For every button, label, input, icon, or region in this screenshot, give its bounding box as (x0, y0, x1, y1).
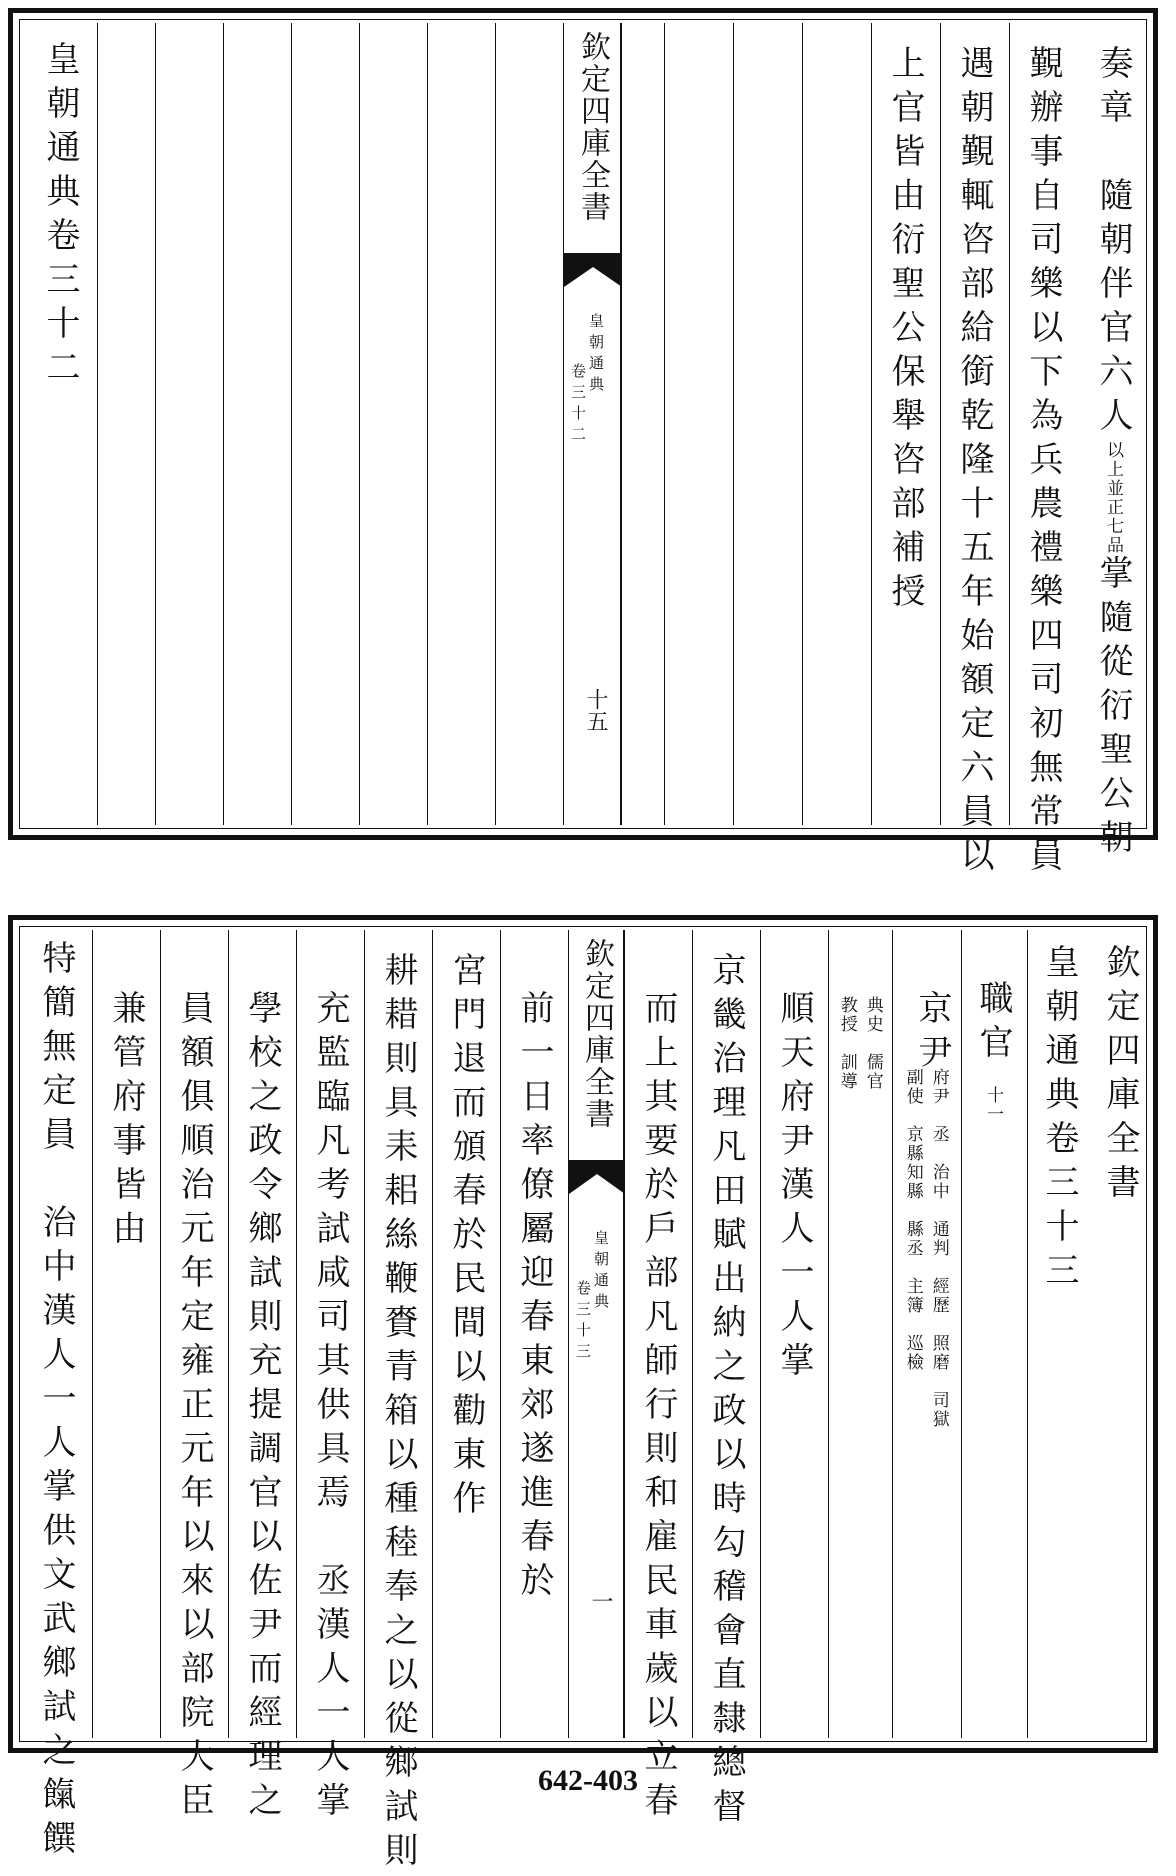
text-column (23, 930, 92, 1864)
center-fold (563, 23, 621, 825)
center-book-title: 皇朝通典 (592, 1230, 610, 1314)
leaf-number: 一 (588, 1590, 613, 1612)
fish-tail-mark (564, 253, 622, 287)
office-list-note: 典史 儒官 (862, 996, 883, 1091)
title-column (1027, 930, 1093, 1738)
column-text: 上官皆由衍聖公保舉咨部補授 (885, 45, 925, 617)
small-note: 以上並正七品 (1103, 441, 1123, 555)
office-list-note: 府尹 丞 治中 通判 經歷 照磨 司獄 (928, 1068, 949, 1429)
text-column (432, 930, 500, 1738)
column-text: 宮門退而頒春於民間以勸東作 (446, 952, 486, 1524)
column-text: 耕耤則具耒耜絲鞭賚青箱以種稑奉之以從鄉試則 (378, 952, 418, 1876)
center-title: 欽定四庫全書 (575, 31, 610, 223)
text-column (760, 930, 828, 1738)
office-list-column (828, 930, 892, 1738)
column-text: 而上其要於戶部凡師行則和雇民車歲以立春 (638, 990, 678, 1826)
section-column (961, 930, 1027, 1738)
volume-title: 皇朝通典卷三十三 (1039, 944, 1079, 1296)
empty-column (733, 23, 802, 825)
column-text: 覲辦事自司樂以下為兵農禮樂四司初無常員 (1023, 45, 1063, 881)
column-text: 充監臨凡考試咸司其供具焉 丞漢人一人掌 (310, 990, 350, 1826)
text-column (1078, 23, 1151, 863)
empty-column (802, 23, 871, 825)
fish-tail-mark (569, 1160, 625, 1194)
text-column (228, 930, 296, 1826)
column-text: 奏章 隨朝伴官六人 (1093, 45, 1133, 441)
text-column (160, 930, 228, 1826)
office-list-note: 副使 京縣知縣 縣丞 主簿 巡檢 (902, 1068, 923, 1372)
center-title: 欽定四庫全書 (579, 938, 614, 1130)
empty-column (155, 23, 223, 825)
office-list-column (892, 930, 961, 1738)
text-column (940, 23, 1009, 881)
empty-column (223, 23, 291, 825)
column-text: 特簡無定員 治中漢人一人掌供文武鄉試之餼饌 (36, 940, 76, 1864)
empty-column (359, 23, 427, 825)
top-page-columns (23, 23, 1143, 881)
column-text: 員額俱順治元年定雍正元年以來以部院大臣 (174, 990, 214, 1826)
column-text: 前一日率僚屬迎春東郊遂進春於 (514, 990, 554, 1606)
text-column (364, 930, 432, 1876)
text-column (871, 23, 940, 825)
text-column (1009, 23, 1078, 881)
left-volume-title: 皇朝通典卷三十二 (40, 41, 80, 393)
empty-column (97, 23, 155, 825)
empty-column (427, 23, 495, 825)
center-volume: 卷三十三 (574, 1280, 592, 1364)
column-text: 學校之政令鄉試則充提調官以佐尹而經理之 (242, 990, 282, 1826)
section-heading: 職官 (973, 980, 1013, 1068)
top-page (8, 8, 1158, 881)
center-fold (568, 930, 624, 1738)
empty-column (664, 23, 733, 825)
text-column (500, 930, 568, 1738)
column-text: 順天府尹漢人一人掌 (774, 990, 814, 1386)
title-column (1093, 930, 1151, 1738)
column-text-tail: 掌隨從衍聖公朝 (1093, 555, 1133, 863)
column-text: 兼管府事皆由 (106, 990, 146, 1254)
center-book-title: 皇朝通典 (587, 313, 605, 397)
text-column (296, 930, 364, 1826)
page-code: 642-403 (538, 1764, 638, 1797)
text-column (92, 930, 160, 1738)
empty-column (291, 23, 359, 825)
text-column (692, 930, 760, 1832)
office-list-note: 教授 訓導 (836, 996, 857, 1091)
title-column (23, 23, 97, 825)
column-text: 京畿治理凡田賦出納之政以時勾稽會直隸總督 (706, 952, 746, 1832)
text-column (624, 930, 692, 1826)
office-heading: 京尹 (912, 990, 952, 1078)
center-volume: 卷三十二 (569, 363, 587, 447)
empty-column (621, 23, 664, 825)
book-title: 欽定四庫全書 (1100, 944, 1140, 1208)
column-text: 遇朝覲輒咨部給銜乾隆十五年始額定六員以 (954, 45, 994, 881)
section-number: 十一 (983, 1086, 1003, 1124)
leaf-number: 十五 (583, 688, 608, 732)
empty-column (495, 23, 563, 825)
